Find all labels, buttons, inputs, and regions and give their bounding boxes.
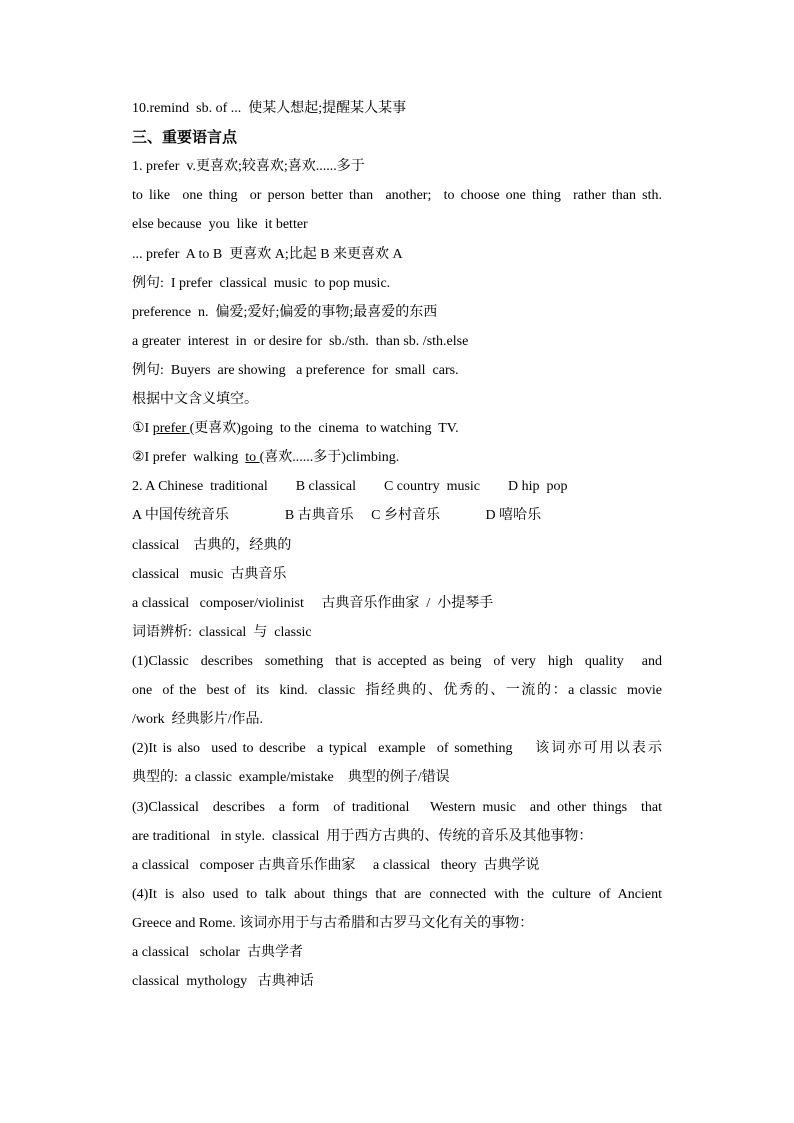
exercise-instruction: 根据中文含义填空。	[132, 392, 258, 407]
paragraph-line: Greece and Rome. 该词亦用于与古希腊和古罗马文化有关的事物：	[132, 916, 534, 931]
options-line: 2. A Chinese traditional B classical C country music D hip pop	[132, 479, 568, 494]
example-sentence: 例句: I prefer classical music to pop music.	[132, 276, 391, 291]
word-comparison-heading: 词语辨析: classical 与 classic	[132, 625, 312, 640]
paragraph-line: (3)Classical describes a form of traditional Western music and other things that	[132, 800, 662, 815]
paragraph-line: 典型的: a classic example/mistake 典型的例子/错误	[132, 770, 450, 785]
answer-blank: to	[245, 450, 260, 465]
phrase-line: ... prefer A to B 更喜欢 A;比起 B 来更喜欢 A	[132, 247, 403, 262]
paragraph-line: one of the best of its kind. classic 指经典的、优秀的、一流的：a classic movie	[132, 683, 662, 698]
paragraph-line: (1)Classic describes something that is accepted as being of very high quality and	[132, 654, 662, 669]
section-heading: 三、重要语言点	[132, 130, 238, 146]
definition-line: else because you like it better	[132, 217, 308, 232]
definition-line: a greater interest in or desire for sb./sth. than sb. /sth.else	[132, 334, 469, 349]
example-sentence: 例句: Buyers are showing a preference for small cars.	[132, 363, 459, 378]
paragraph-line: a classical composer 古典音乐作曲家 a classical theory 古典学说	[132, 858, 540, 873]
paragraph-line: are traditional in style. classical 用于西方古典的、传统的音乐及其他事物：	[132, 829, 593, 844]
exercise-text: ②I prefer walking	[132, 450, 246, 465]
exercise-text: (更喜欢)going to the cinema to watching TV.	[189, 421, 459, 436]
options-line: A 中国传统音乐 B 古典音乐 C 乡村音乐 D 嘻哈乐	[132, 508, 542, 523]
definition-line: to like one thing or person better than another; to choose one thing rather than sth.	[132, 188, 662, 203]
word-entry: a classical composer/violinist 古典音乐作曲家 / 小提琴手	[132, 596, 494, 611]
exercise-item	[132, 419, 662, 439]
vocab-item-10: 10.remind sb. of ... 使某人想起;提醒某人某事	[132, 101, 407, 116]
example-phrase: classical mythology 古典神话	[132, 974, 314, 989]
word-entry: classical music 古典音乐	[132, 567, 287, 582]
paragraph-line: /work 经典影片/作品.	[132, 712, 264, 727]
exercise-item	[132, 448, 662, 468]
word-entry: classical 古典的，经典的	[132, 538, 292, 553]
point-1-heading: 1. prefer v.更喜欢;较喜欢;喜欢......多于	[132, 159, 365, 174]
exercise-text: ①I	[132, 421, 153, 436]
paragraph-line: (4)It is also used to talk about things that are connected with the culture of Ancient	[132, 887, 662, 902]
paragraph-line: (2)It is also used to describe a typical example of something 该词亦可用以表示	[132, 741, 662, 756]
word-entry: preference n. 偏爱;爱好;偏爱的事物;最喜爱的东西	[132, 305, 438, 320]
example-phrase: a classical scholar 古典学者	[132, 945, 304, 960]
exercise-text: (喜欢......多于)climbing.	[259, 450, 400, 465]
answer-blank: prefer	[152, 421, 190, 436]
